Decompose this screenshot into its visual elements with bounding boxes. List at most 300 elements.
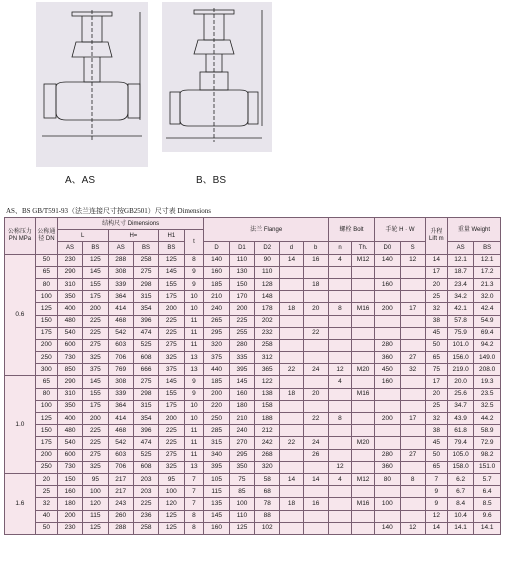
table-cell: 200 [57,510,82,522]
table-cell: 375 [159,364,184,376]
table-cell: 540 [57,327,82,339]
table-cell [400,291,425,303]
table-cell: 14.1 [474,522,501,534]
header-wheel: 手轮 H · W [375,218,426,242]
table-cell: 24 [303,364,328,376]
table-cell: 17 [425,266,447,278]
table-cell: 17.2 [474,266,501,278]
table-cell: 95 [83,473,108,485]
table-row [5,498,501,510]
table-cell [400,510,425,522]
table-cell [352,449,375,461]
table-cell: 69.4 [474,327,501,339]
table-cell: M16 [352,303,375,315]
table-cell: 6.2 [447,473,473,485]
table-row [5,303,501,315]
table-cell [400,461,425,473]
table-cell: 12.1 [447,254,473,266]
table-cell: 315 [204,437,229,449]
table-cell: 270 [229,437,254,449]
table-cell: 22 [280,437,303,449]
table-cell: 474 [133,327,158,339]
table-cell [400,486,425,498]
table-cell [352,413,375,425]
table-cell: 280 [375,339,400,351]
table-cell: 105 [204,473,229,485]
table-cell: 230 [57,522,82,534]
table-cell [400,437,425,449]
table-cell: 8 [328,413,351,425]
header-n: n [328,242,351,254]
table-cell: 217 [108,486,133,498]
table-row [5,278,501,290]
table-cell [328,327,351,339]
table-cell: 13 [184,364,204,376]
table-cell: 178 [255,303,280,315]
table-body [5,254,501,534]
table-row [5,473,501,485]
table-cell: 200 [375,413,400,425]
table-cell: 17 [400,413,425,425]
table-cell: 25 [425,400,447,412]
drawing-label-a: A、AS [65,175,96,186]
table-cell: 9 [184,388,204,400]
table-cell: 325 [159,461,184,473]
table-cell [375,266,400,278]
table-cell [280,510,303,522]
table-cell: M16 [352,498,375,510]
table-cell [303,461,328,473]
table-cell [303,266,328,278]
table-cell: 335 [229,352,254,364]
table-cell [303,522,328,534]
table-cell: 80 [375,473,400,485]
table-cell [400,339,425,351]
table-cell: 608 [133,352,158,364]
table-cell [280,291,303,303]
table-cell [328,266,351,278]
table-cell: 210 [204,291,229,303]
table-cell [303,352,328,364]
table-cell [352,376,375,388]
table-cell: 25 [35,486,57,498]
header-H: H= [108,230,159,242]
header-pn: 公称压力 PN MPa [5,218,36,255]
table-cell [352,510,375,522]
table-cell: 225 [83,437,108,449]
table-cell: 200 [35,339,57,351]
table-cell: 200 [159,413,184,425]
table-cell: 75 [425,364,447,376]
table-cell: 175 [35,437,57,449]
table-cell: 6.4 [474,486,501,498]
table-cell: 14 [280,254,303,266]
table-cell: 315 [133,400,158,412]
table-cell: 156.0 [447,352,473,364]
table-cell: 200 [375,303,400,315]
valve-drawing-a [36,2,148,167]
table-cell: 14 [303,473,328,485]
table-cell: 175 [83,400,108,412]
valve-drawings [0,0,505,190]
table-cell: 12 [328,364,351,376]
table-cell: 225 [133,498,158,510]
table-cell: 375 [204,352,229,364]
table-cell [400,498,425,510]
header-lift: 升程 Lift m [425,218,447,255]
table-cell: M20 [352,364,375,376]
table-cell: 265 [204,315,229,327]
table-cell: 160 [375,376,400,388]
table-cell: 32.5 [474,400,501,412]
table-cell [375,486,400,498]
table-cell [400,400,425,412]
table-cell: 12 [400,254,425,266]
table-cell: 80 [35,388,57,400]
table-cell: 339 [108,388,133,400]
table-cell: 32 [35,498,57,510]
table-cell: 25.6 [447,388,473,400]
table-cell: 68 [255,486,280,498]
table-cell: 364 [108,291,133,303]
table-cell: 360 [375,461,400,473]
table-cell: 308 [108,266,133,278]
table-cell: 308 [108,376,133,388]
table-cell: 200 [35,449,57,461]
table-cell [352,315,375,327]
drawing-label-b: B、BS [196,175,227,186]
table-cell: 148 [255,291,280,303]
table-cell: 5.7 [474,473,501,485]
table-cell: 315 [133,291,158,303]
table-caption: AS、BS GB/T591-93（法兰连接尺寸按GB2501）尺寸表 Dimensions [6,207,211,215]
table-cell [303,376,328,388]
table-cell: 4 [328,254,351,266]
table-cell: 360 [375,352,400,364]
table-cell: 102 [255,522,280,534]
table-cell: 280 [375,449,400,461]
table-cell [303,425,328,437]
table-cell: 58 [255,473,280,485]
table-cell: 14 [425,254,447,266]
table-cell: 120 [83,498,108,510]
table-cell [328,522,351,534]
table-cell: 50 [35,522,57,534]
table-cell: 450 [375,364,400,376]
table-cell: 260 [108,510,133,522]
table-cell [303,291,328,303]
table-cell: 115 [204,486,229,498]
table-cell: 78 [255,498,280,510]
table-cell: 75 [229,473,254,485]
table-cell: 225 [83,327,108,339]
table-cell: 395 [229,364,254,376]
table-cell: 295 [229,449,254,461]
table-cell: 219.0 [447,364,473,376]
table-cell: 110 [229,254,254,266]
table-cell: 608 [133,461,158,473]
table-cell [280,327,303,339]
table-cell: 21.3 [474,278,501,290]
table-cell: 275 [159,449,184,461]
dimensions-table [4,217,501,535]
table-cell [280,522,303,534]
table-row [5,437,501,449]
table-cell: 232 [255,327,280,339]
table-cell: 354 [133,413,158,425]
table-cell: 474 [133,437,158,449]
table-row [5,352,501,364]
table-cell: 7 [184,486,204,498]
table-cell [400,315,425,327]
table-cell [375,291,400,303]
table-cell: 135 [204,498,229,510]
table-cell: 120 [159,498,184,510]
table-cell: 8 [184,510,204,522]
table-cell: 88 [255,510,280,522]
table-cell: 115 [83,510,108,522]
table-cell: 396 [133,315,158,327]
table-cell: 200 [83,303,108,315]
table-cell: 325 [83,352,108,364]
table-cell: 145 [83,266,108,278]
table-cell: 122 [255,376,280,388]
table-cell: 275 [83,449,108,461]
table-cell: 20 [425,388,447,400]
table-cell: 54.9 [474,315,501,327]
table-cell: 468 [108,425,133,437]
table-cell: 170 [229,291,254,303]
table-cell: 18 [280,388,303,400]
table-cell: 27 [400,352,425,364]
table-cell: 145 [229,376,254,388]
table-cell: 44.2 [474,413,501,425]
table-cell: 730 [57,352,82,364]
table-cell: 10 [184,413,204,425]
table-cell: 225 [229,315,254,327]
table-cell: 440 [204,364,229,376]
table-cell: 65 [425,461,447,473]
header-H-bs: BS [133,242,158,254]
table-cell: 20 [303,303,328,315]
table-cell: 50 [35,254,57,266]
table-cell: 7 [184,473,204,485]
header-D2: D2 [255,242,280,254]
table-cell [400,376,425,388]
table-cell [352,425,375,437]
table-cell: 480 [57,315,82,327]
table-cell: 230 [57,254,82,266]
table-cell: 38 [425,425,447,437]
table-cell: 666 [133,364,158,376]
table-cell: 525 [133,339,158,351]
table-row [5,461,501,473]
table-cell [280,315,303,327]
table-row [5,510,501,522]
table-cell: M16 [352,388,375,400]
table-cell [352,327,375,339]
table-cell: 18 [280,498,303,510]
table-cell: 9 [184,278,204,290]
table-cell: 706 [108,352,133,364]
header-weight: 重量 Weight [447,218,500,242]
table-cell: 730 [57,461,82,473]
table-cell: 10 [184,291,204,303]
table-cell: 285 [204,425,229,437]
table-cell: M12 [352,254,375,266]
table-cell: 150 [229,278,254,290]
header-weight-bs: BS [474,242,501,254]
table-cell: 288 [108,254,133,266]
header-L-as: AS [57,242,82,254]
table-cell [280,449,303,461]
table-row [5,388,501,400]
table-cell: 175 [83,291,108,303]
table-cell: 125 [159,510,184,522]
header-t: t [184,230,204,254]
table-cell [328,291,351,303]
table-cell [280,461,303,473]
table-cell: 250 [204,413,229,425]
table-cell: 98.2 [474,449,501,461]
table-cell: 110 [229,510,254,522]
table-cell [375,388,400,400]
table-cell: 400 [57,413,82,425]
table-cell: 203 [133,473,158,485]
table-cell: 17 [400,303,425,315]
table-cell: 12 [400,522,425,534]
table-cell [375,400,400,412]
table-cell [303,339,328,351]
header-L: L [57,230,108,242]
table-cell: 22 [303,327,328,339]
table-cell: 32 [425,303,447,315]
table-cell [280,278,303,290]
table-cell: 158 [255,400,280,412]
table-cell: 160 [204,266,229,278]
table-cell: 203 [133,486,158,498]
table-cell: 101.0 [447,339,473,351]
table-cell: 16 [303,254,328,266]
table-cell: 57.8 [447,315,473,327]
table-cell [280,266,303,278]
table-cell: 200 [83,413,108,425]
table-cell: 125 [35,303,57,315]
table-cell [328,486,351,498]
table-cell [280,352,303,364]
table-cell: 14 [280,473,303,485]
header-s: S [400,242,425,254]
table-cell: 80 [35,278,57,290]
table-cell: 18 [280,303,303,315]
table-cell: 128 [255,278,280,290]
table-cell: 125 [159,254,184,266]
table-cell: 43.9 [447,413,473,425]
table-cell: 275 [133,266,158,278]
table-cell: 58.9 [474,425,501,437]
table-cell: 20 [303,388,328,400]
table-cell: 6.7 [447,486,473,498]
table-cell: 14 [425,522,447,534]
table-cell: 50 [425,449,447,461]
table-cell: 18 [303,278,328,290]
table-cell: 145 [159,376,184,388]
table-cell: 23.5 [474,388,501,400]
table-cell: 110 [255,266,280,278]
header-struct: 结构尺寸 Dimensions [57,218,204,230]
table-cell: 13 [184,352,204,364]
table-cell [352,352,375,364]
table-row [5,339,501,351]
table-cell: 24 [303,437,328,449]
table-cell: 208.0 [474,364,501,376]
table-cell: 242 [255,437,280,449]
table-cell: 125 [159,522,184,534]
table-cell: 11 [184,449,204,461]
table-cell: 542 [108,327,133,339]
table-cell [280,376,303,388]
table-cell: 34.2 [447,291,473,303]
table-cell [328,437,351,449]
table-cell: 540 [57,437,82,449]
table-cell: 298 [133,278,158,290]
table-cell: 268 [255,449,280,461]
table-cell [352,486,375,498]
table-cell: 100 [83,486,108,498]
table-cell: 175 [159,400,184,412]
table-cell: 258 [133,522,158,534]
table-cell [400,425,425,437]
header-d: d [280,242,303,254]
table-cell: 10 [184,400,204,412]
table-cell: 25 [425,291,447,303]
table-cell [328,425,351,437]
table-cell [280,339,303,351]
table-cell: 525 [133,449,158,461]
table-cell: 158.0 [447,461,473,473]
table-cell: 200 [229,303,254,315]
table-cell [400,327,425,339]
table-cell: 9 [184,266,204,278]
table-cell: 850 [57,364,82,376]
table-row [5,315,501,327]
header-row-1 [5,218,501,230]
table-cell [328,352,351,364]
table-cell [375,327,400,339]
table-cell: 298 [133,388,158,400]
table-cell: 100 [35,400,57,412]
table-cell: 325 [83,461,108,473]
table-cell: 185 [204,278,229,290]
table-cell: 250 [35,352,57,364]
table-cell: 9.6 [474,510,501,522]
table-cell: 20 [425,278,447,290]
table-cell: 225 [159,437,184,449]
table-cell: 210 [229,413,254,425]
table-cell: 20.0 [447,376,473,388]
table-cell: 150 [35,315,57,327]
table-cell: 706 [108,461,133,473]
table-cell [303,486,328,498]
table-cell: 100 [159,486,184,498]
table-cell: 280 [229,339,254,351]
header-b: b [303,242,328,254]
table-cell: 138 [255,388,280,400]
table-row [5,400,501,412]
table-cell: 225 [159,425,184,437]
table-cell: 90 [255,254,280,266]
table-cell: 11 [184,339,204,351]
